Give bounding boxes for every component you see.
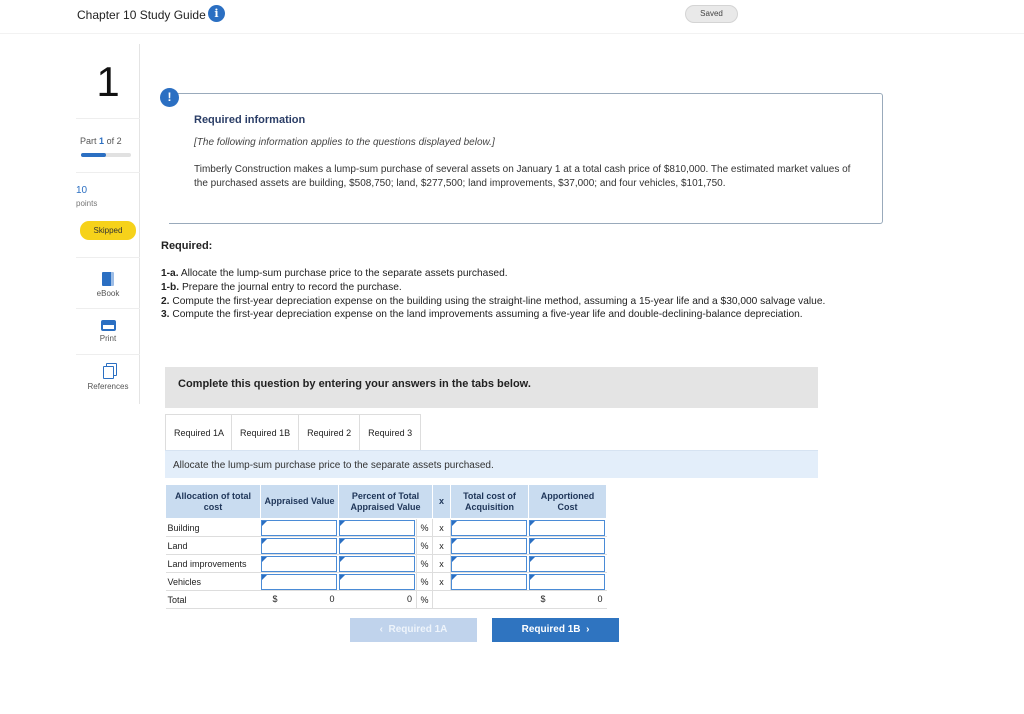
appraised-value-input[interactable]	[261, 574, 337, 590]
percent-input[interactable]	[339, 520, 415, 536]
tab-required-3[interactable]: Required 3	[359, 414, 421, 450]
part-progress-fill	[81, 153, 106, 157]
requirement-text: Prepare the journal entry to record the purchase.	[181, 281, 402, 293]
table-total-row	[166, 591, 607, 609]
question-sidebar	[76, 44, 140, 404]
part-prefix: Part	[80, 136, 97, 146]
times-symbol: x	[433, 537, 451, 555]
total-cost-input[interactable]	[451, 538, 527, 554]
chevron-left-icon: ‹	[379, 624, 383, 635]
requirement-key: 1-a.	[161, 268, 179, 279]
percent-symbol: %	[417, 519, 433, 537]
print-icon	[101, 320, 116, 331]
header-divider	[0, 33, 1024, 34]
column-header: Appraised Value	[261, 485, 339, 519]
row-label: Land	[166, 537, 261, 555]
percent-symbol: %	[417, 555, 433, 573]
part-current: 1	[99, 136, 105, 146]
references-icon	[103, 366, 114, 379]
row-label: Vehicles	[166, 573, 261, 591]
info-box-body: Timberly Construction makes a lump-sum purchase of several assets on January 1 at a total cash price of $810,000. The estimated market values of the purchased assets are building, $508,750; land, $277,500; land improvements, $37,000; and four vehicles, $101,750.	[194, 164, 851, 189]
percent-symbol: %	[417, 537, 433, 555]
tab-instruction-text: Allocate the lump-sum purchase price to the separate assets purchased.	[173, 460, 494, 471]
appraised-value-input[interactable]	[261, 538, 337, 554]
column-header: Apportioned Cost	[529, 485, 607, 519]
required-information-box	[169, 93, 883, 224]
points-value: 10	[76, 185, 88, 196]
total-cost-input[interactable]	[451, 520, 527, 536]
appraised-total: 0	[329, 594, 335, 604]
requirement-key: 3.	[161, 309, 170, 321]
requirement-item	[161, 295, 891, 309]
info-box-title: Required information	[194, 114, 306, 126]
previous-label: Required 1A	[388, 624, 448, 635]
percent-symbol: %	[417, 591, 433, 609]
column-header: x	[433, 485, 451, 519]
requirement-key: 1-b.	[161, 281, 180, 293]
requirement-text: Allocate the lump-sum purchase price to the separate assets purchased.	[180, 268, 508, 279]
times-symbol: x	[433, 555, 451, 573]
info-icon[interactable]: i	[208, 5, 225, 22]
column-header: Percent of Total Appraised Value	[339, 485, 433, 519]
chevron-right-icon: ›	[586, 624, 590, 635]
requirement-item	[161, 267, 891, 281]
ebook-button[interactable]	[76, 272, 140, 298]
table-row	[166, 573, 607, 591]
apportioned-cost-input[interactable]	[529, 538, 605, 554]
total-cost-input[interactable]	[451, 556, 527, 572]
chapter-title: Chapter 10 Study Guide	[77, 8, 206, 22]
tab-instruction-bar	[165, 450, 818, 478]
next-required-button[interactable]	[492, 618, 619, 642]
times-symbol: x	[433, 573, 451, 591]
book-icon	[102, 272, 114, 286]
part-suffix: of 2	[106, 136, 122, 146]
question-number[interactable]: 1	[76, 44, 140, 119]
requirement-item	[161, 281, 891, 295]
column-header: Allocation of total cost	[166, 485, 261, 519]
required-heading: Required:	[161, 240, 213, 252]
appraised-value-input[interactable]	[261, 520, 337, 536]
requirement-text: Compute the first-year depreciation expense on the land improvements assuming a five-year life and double-declining-balance depreciation.	[172, 309, 803, 321]
alert-icon: !	[160, 88, 179, 107]
apportioned-cost-input[interactable]	[529, 556, 605, 572]
apportioned-cost-input[interactable]	[529, 574, 605, 590]
print-button[interactable]	[76, 320, 140, 343]
tab-required-2[interactable]: Required 2	[298, 414, 360, 450]
tab-required-1b[interactable]: Required 1B	[231, 414, 299, 450]
requirements-list	[161, 267, 891, 322]
apportioned-total: 0	[597, 594, 603, 604]
percent-input[interactable]	[339, 538, 415, 554]
table-row	[166, 555, 607, 573]
column-header: Total cost of Acquisition	[451, 485, 529, 519]
percent-input[interactable]	[339, 574, 415, 590]
part-progress-bar	[81, 153, 131, 157]
top-bar	[0, 0, 1024, 33]
status-badge: Skipped	[80, 221, 136, 240]
appraised-value-input[interactable]	[261, 556, 337, 572]
table-header-row	[166, 485, 607, 519]
percent-total: 0	[406, 594, 412, 604]
instruction-text: Complete this question by entering your answers in the tabs below.	[178, 378, 531, 390]
references-label: References	[87, 382, 129, 391]
allocation-table	[165, 484, 607, 609]
requirement-item	[161, 308, 891, 322]
requirement-tabs	[165, 414, 420, 450]
table-row	[166, 537, 607, 555]
requirement-text: Compute the first-year depreciation expense on the building using the straight-line method, assuming a 15-year life and a $30,000 salvage value.	[172, 295, 826, 307]
references-button[interactable]	[76, 366, 140, 391]
previous-required-button[interactable]	[350, 618, 477, 642]
next-label: Required 1B	[521, 624, 581, 635]
total-cost-input[interactable]	[451, 574, 527, 590]
percent-input[interactable]	[339, 556, 415, 572]
row-label: Land improvements	[166, 555, 261, 573]
sidebar-divider	[76, 354, 140, 355]
info-box-subtitle: [The following information applies to the questions displayed below.]	[194, 137, 495, 148]
total-label: Total	[166, 591, 261, 609]
print-label: Print	[99, 334, 117, 343]
table-row	[166, 519, 607, 537]
instruction-banner	[165, 367, 818, 408]
ebook-label: eBook	[96, 289, 120, 298]
apportioned-currency: $	[540, 594, 546, 604]
points-label: points	[76, 199, 98, 208]
sidebar-divider	[76, 257, 140, 258]
total-currency: $	[272, 594, 278, 604]
saved-status-badge: Saved	[685, 5, 738, 23]
row-label: Building	[166, 519, 261, 537]
sidebar-divider	[76, 308, 140, 309]
apportioned-cost-input[interactable]	[529, 520, 605, 536]
part-indicator	[80, 136, 122, 146]
times-symbol: x	[433, 519, 451, 537]
tab-required-1a[interactable]: Required 1A	[165, 414, 232, 450]
sidebar-divider	[76, 172, 140, 173]
percent-symbol: %	[417, 573, 433, 591]
requirement-key: 2.	[161, 295, 170, 307]
